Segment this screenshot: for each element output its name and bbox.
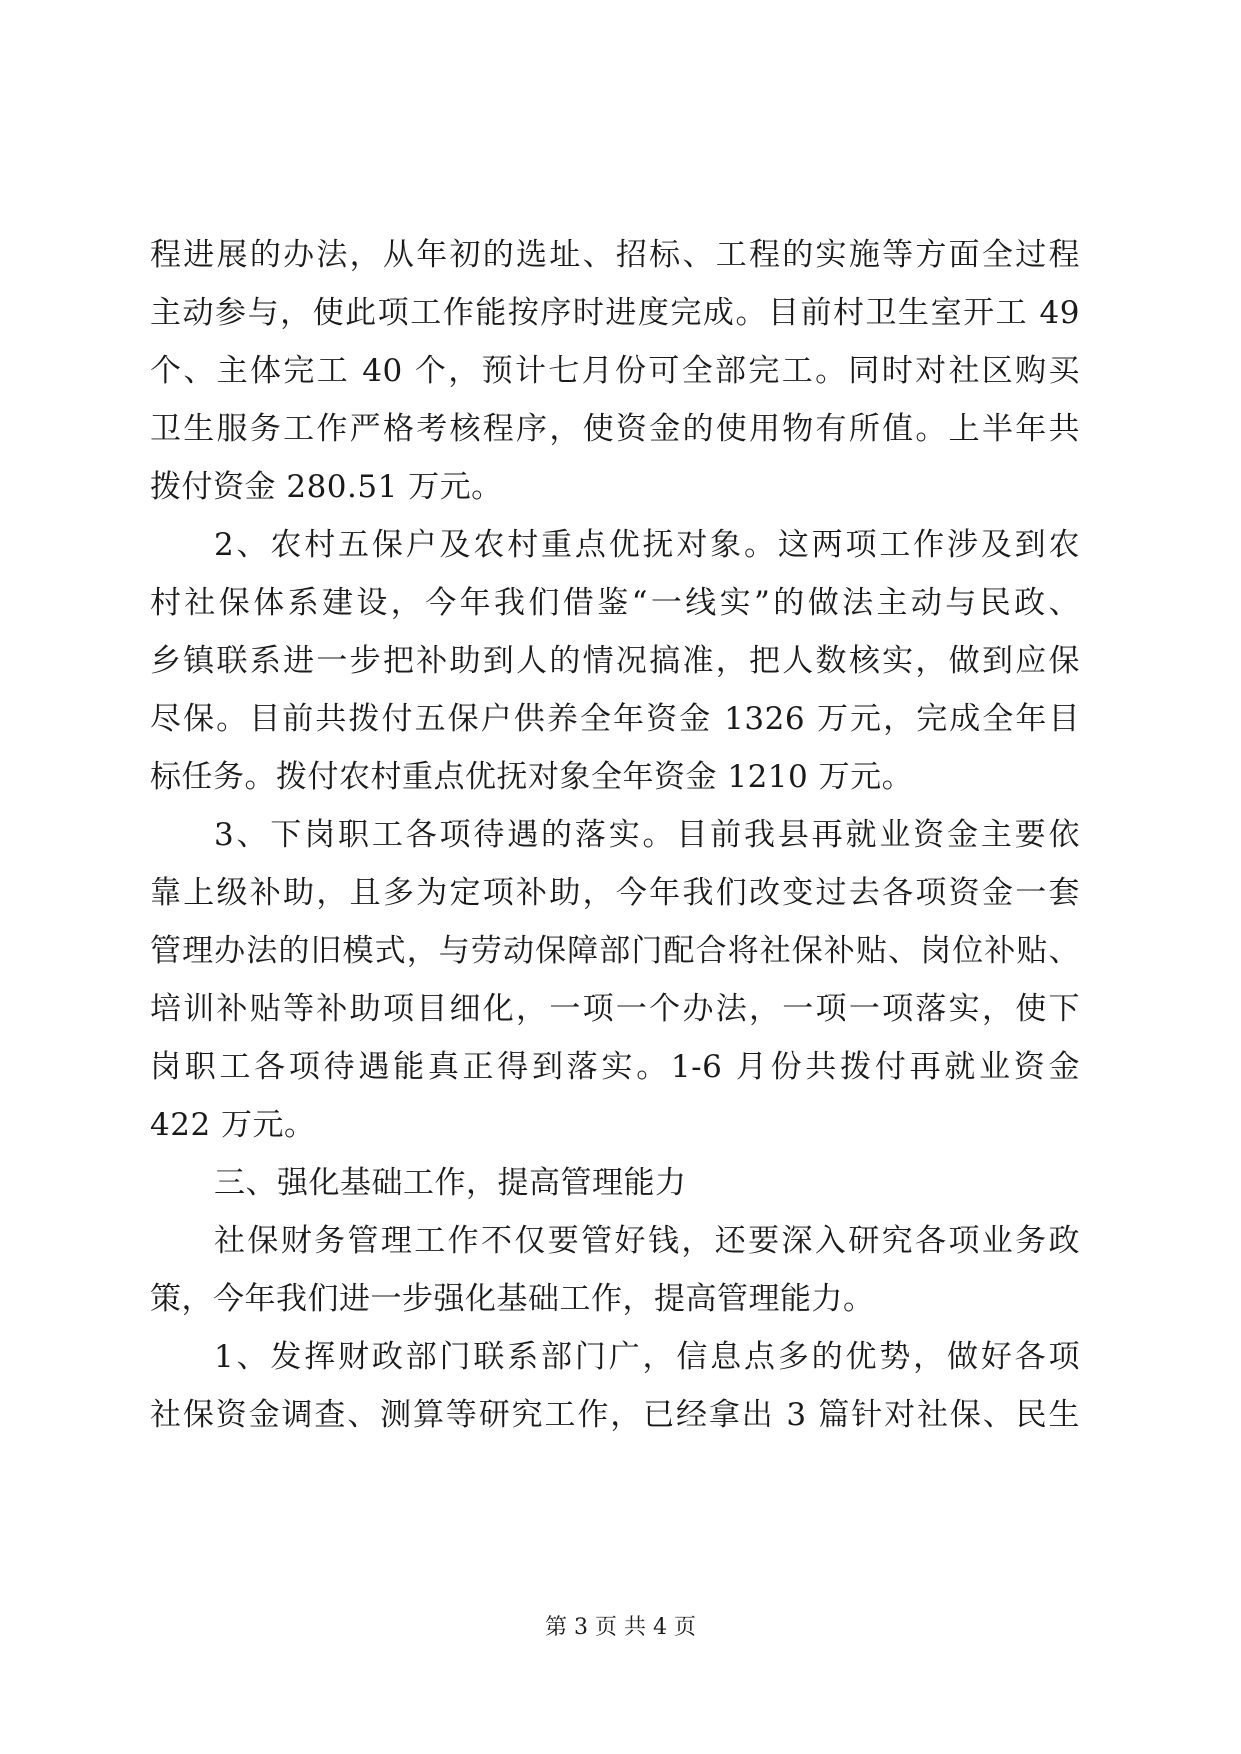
text-line: 2、农村五保户及农村重点优抚对象。这两项工作涉及到农 (214, 527, 1080, 563)
text-line: 社保资金调查、测算等研究工作，已经拿出 3 篇针对社保、民生 (150, 1397, 1080, 1433)
document-body (150, 226, 1080, 1444)
text-line: 422 万元。 (150, 1107, 316, 1143)
text-line: 1、发挥财政部门联系部门广，信息点多的优势，做好各项 (214, 1339, 1080, 1375)
text-line: 3、下岗职工各项待遇的落实。目前我县再就业资金主要依 (214, 817, 1080, 853)
text-line: 培训补贴等补助项目细化，一项一个办法，一项一项落实，使下 (150, 991, 1080, 1027)
text-line: 标任务。拨付农村重点优抚对象全年资金 1210 万元。 (150, 759, 914, 795)
text-line: 管理办法的旧模式，与劳动保障部门配合将社保补贴、岗位补贴、 (150, 933, 1080, 969)
text-line: 程进展的办法，从年初的选址、招标、工程的实施等方面全过程 (150, 237, 1080, 273)
text-line: 村社保体系建设，今年我们借鉴“一线实”的做法主动与民政、 (150, 585, 1080, 621)
text-line: 三、强化基础工作，提高管理能力 (214, 1165, 687, 1201)
text-line: 社保财务管理工作不仅要管好钱，还要深入研究各项业务政 (214, 1223, 1080, 1259)
text-line: 主动参与，使此项工作能按序时进度完成。目前村卫生室开工 49 (150, 295, 1080, 331)
text-line: 靠上级补助，且多为定项补助，今年我们改变过去各项资金一套 (150, 875, 1080, 911)
text-line: 策，今年我们进一步强化基础工作，提高管理能力。 (150, 1281, 875, 1317)
text-line: 卫生服务工作严格考核程序，使资金的使用物有所值。上半年共 (150, 411, 1080, 447)
text-line: 尽保。目前共拨付五保户供养全年资金 1326 万元，完成全年目 (150, 701, 1080, 737)
text-line: 拨付资金 280.51 万元。 (150, 469, 503, 505)
text-line: 乡镇联系进一步把补助到人的情况搞准，把人数核实，做到应保 (150, 643, 1080, 679)
text-line: 岗职工各项待遇能真正得到落实。1-6 月份共拨付再就业资金 (150, 1049, 1080, 1085)
text-line: 个、主体完工 40 个，预计七月份可全部完工。同时对社区购买 (150, 353, 1080, 389)
page-footer: 第 3 页 共 4 页 (545, 1615, 696, 1640)
